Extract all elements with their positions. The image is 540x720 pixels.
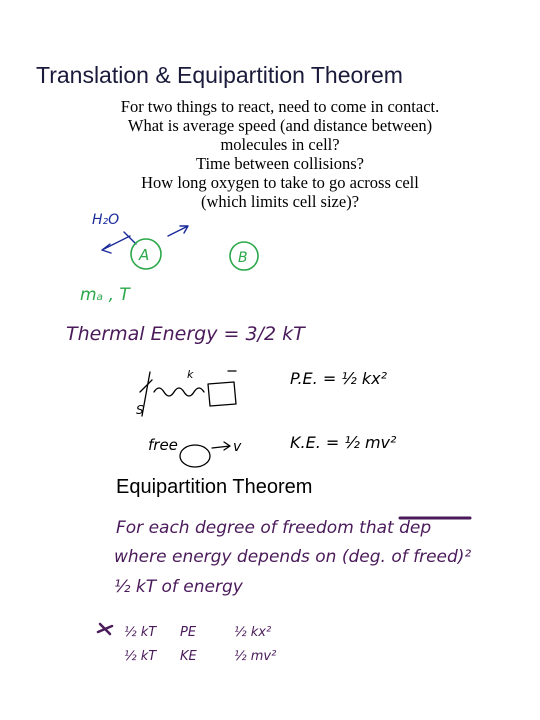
particle-circle	[180, 445, 210, 467]
intro-line: What is average speed (and distance between)	[127, 116, 433, 135]
intro-line: How long oxygen to take to go across cell	[141, 173, 419, 192]
statement-line-1: For each degree of freedom that dep	[116, 518, 432, 538]
statement-line-2: where energy depends on (deg. of freed)²	[114, 547, 472, 567]
mass-block	[208, 382, 236, 406]
molecule-label: H₂O	[92, 212, 120, 228]
spring-coil-icon	[154, 388, 204, 396]
intro-line: Time between collisions?	[195, 154, 365, 173]
right-arrow-icon	[168, 226, 188, 236]
section-heading: Equipartition Theorem	[116, 476, 313, 498]
thermal-energy-equation: Thermal Energy = 3/2 kT	[66, 323, 305, 345]
intro-line: molecules in cell?	[220, 135, 340, 154]
table-cell: ½ mv²	[234, 649, 277, 664]
molecule-b-label: B	[238, 250, 248, 266]
table-cell: ½ kT	[124, 649, 157, 664]
velocity-arrow-icon	[212, 442, 230, 450]
intro-line: For two things to react, need to come in contact.	[120, 97, 440, 116]
slide-title: Translation & Equipartition Theorem	[36, 62, 403, 88]
spring-k-label: k	[187, 368, 194, 381]
mass-temperature-label: mₐ , T	[80, 285, 130, 305]
free-particle-sketch	[180, 442, 230, 467]
statement-line-3: ½ kT of energy	[114, 577, 243, 597]
intro-line: (which limits cell size)?	[200, 192, 360, 211]
spring-s-label: S	[136, 403, 144, 417]
free-label: free	[148, 436, 178, 454]
table-cell: ½ kx²	[234, 625, 272, 640]
kinetic-energy-equation: K.E. = ½ mv²	[290, 433, 397, 452]
potential-energy-equation: P.E. = ½ kx²	[290, 369, 388, 388]
bullet-mark	[98, 624, 112, 634]
molecule-a-label: A	[139, 246, 150, 264]
left-arrow-icon	[102, 236, 130, 253]
velocity-label: v	[233, 439, 242, 455]
table-cell: PE	[180, 625, 197, 640]
wall-hatch	[140, 380, 152, 392]
table-cell: ½ kT	[124, 625, 157, 640]
table-cell: KE	[180, 649, 197, 664]
